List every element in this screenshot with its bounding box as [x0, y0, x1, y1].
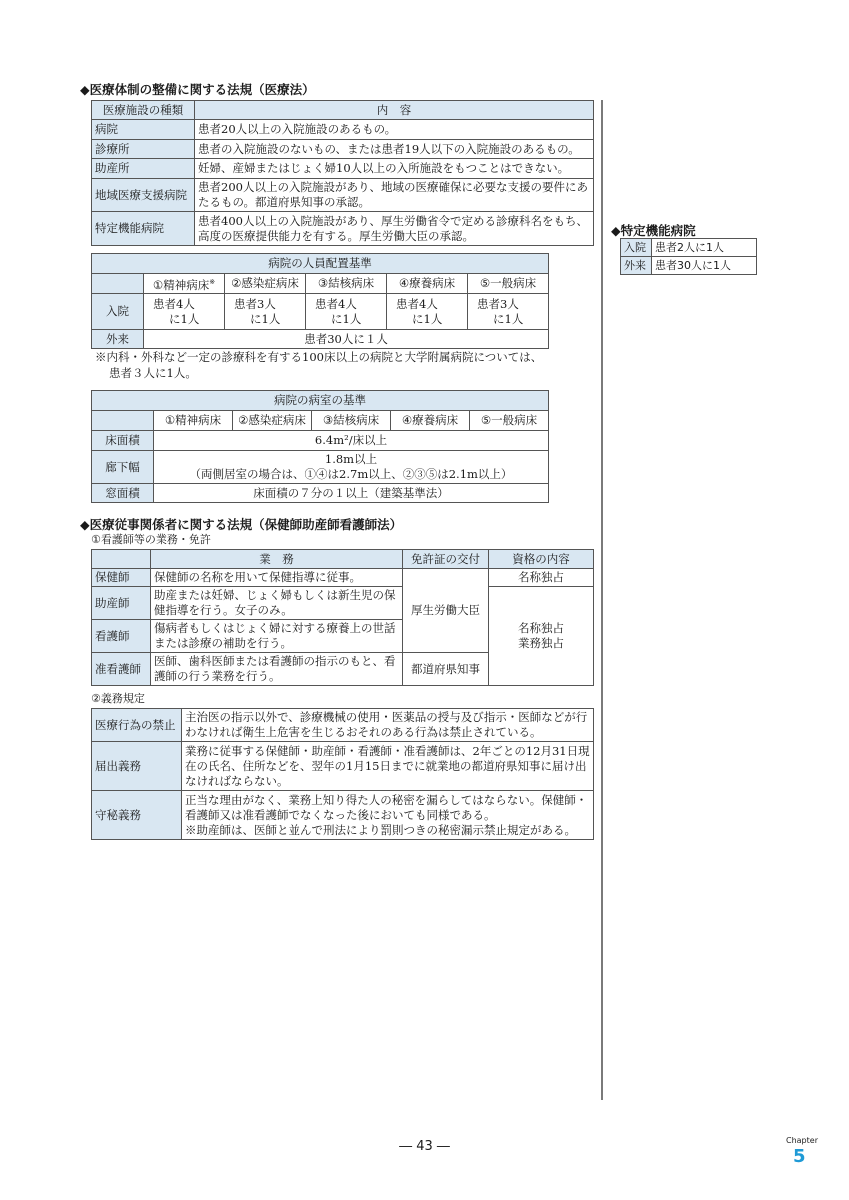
- column-header: ②感染症病床: [233, 411, 312, 431]
- section-heading-medical-law: ◆医療体制の整備に関する法規（医療法）: [80, 82, 315, 97]
- nurse-roles-table: [91, 549, 594, 686]
- obligation-label: 医療行為の禁止: [92, 709, 182, 742]
- staffing-cell: 患者3人 に1人: [468, 294, 549, 330]
- blank-cell: [92, 274, 144, 294]
- row-label: 外来: [92, 330, 144, 349]
- column-header: ⑤一般病床: [468, 274, 549, 294]
- facility-type: 診療所: [92, 140, 195, 159]
- column-label: ①精神病床: [152, 277, 210, 292]
- facility-type: 助産所: [92, 159, 195, 179]
- table-header: 内 容: [195, 101, 594, 120]
- column-header: ④療養病床: [391, 411, 470, 431]
- blank-cell: [92, 550, 151, 569]
- rooms-title: 病院の病室の基準: [92, 391, 549, 411]
- facility-type: 地域医療支援病院: [92, 179, 195, 212]
- role-label: 准看護師: [92, 653, 151, 686]
- facility-type: 特定機能病院: [92, 212, 195, 246]
- role-duty: 保健師の名称を用いて保健指導に従事。: [151, 569, 403, 587]
- chapter-number: 5: [793, 1146, 806, 1167]
- staffing-note: 患者３人に1人。: [109, 366, 197, 380]
- subheading-obligations: ②義務規定: [91, 692, 145, 705]
- row-label: 入院: [92, 294, 144, 330]
- staffing-title: 病院の人員配置基準: [92, 254, 549, 274]
- license-issuer: 厚生労働大臣: [403, 569, 489, 653]
- table-header: 業 務: [151, 550, 403, 569]
- table-header: 資格の内容: [489, 550, 594, 569]
- obligation-text: 業務に従事する保健師・助産師・看護師・准看護師は、2年ごとの12月31日現在の氏名、住所などを、翌年の1月15日までに就業地の都道府県知事に届け出なければならない。: [182, 742, 594, 791]
- page-number: ― 43 ―: [399, 1139, 450, 1154]
- room-value: 床面積の７分の１以上（建築基準法）: [154, 484, 549, 503]
- staffing-cell: 患者4人 に1人: [387, 294, 468, 330]
- role-duty: 助産または妊婦、じょく婦もしくは新生児の保健指導を行う。女子のみ。: [151, 587, 403, 620]
- sidebar-table: [620, 238, 757, 275]
- staffing-table: [91, 253, 549, 349]
- outpatient-value: 患者30人に１人: [144, 330, 549, 349]
- role-duty: 傷病者もしくはじょく婦に対する療養上の世話または診療の補助を行う。: [151, 620, 403, 653]
- column-header: ⑤一般病床: [470, 411, 549, 431]
- column-header: ③結核病床: [306, 274, 387, 294]
- staffing-cell: 患者4人 に1人: [306, 294, 387, 330]
- qualification: 名称独占 業務独占: [489, 587, 594, 686]
- room-value: 1.8m以上 （両側居室の場合は、①④は2.7m以上、②③⑤は2.1m以上）: [154, 451, 549, 484]
- facility-content: 患者400人以上の入院施設があり、厚生労働省令で定める診療科名をもち、高度の医療提供能力を有する。厚生労働大臣の承認。: [195, 212, 594, 246]
- sidebar-row-value: 患者2人に1人: [652, 239, 757, 257]
- column-header: [144, 274, 225, 294]
- row-label: 廊下幅: [92, 451, 154, 484]
- obligation-text: 主治医の指示以外で、診療機械の使用・医薬品の授与及び指示・医師などが行わなければ衛生上危害を生じるおそれのある行為は禁止されている。: [182, 709, 594, 742]
- facility-types-table: [91, 100, 594, 246]
- staffing-cell: 患者3人 に1人: [225, 294, 306, 330]
- role-label: 保健師: [92, 569, 151, 587]
- subheading-duties-license: ①看護師等の業務・免許: [91, 533, 211, 546]
- row-label: 床面積: [92, 431, 154, 451]
- column-header: ②感染症病床: [225, 274, 306, 294]
- license-issuer: 都道府県知事: [403, 653, 489, 686]
- role-label: 助産師: [92, 587, 151, 620]
- staffing-note: ※内科・外科など一定の診療科を有する100床以上の病院と大学附属病院については、: [95, 350, 543, 364]
- facility-content: 患者200人以上の入院施設があり、地域の医療確保に必要な支援の要件にあたるもの。都道府県知事の承認。: [195, 179, 594, 212]
- role-duty: 医師、歯科医師または看護師の指示のもと、看護師の行う業務を行う。: [151, 653, 403, 686]
- qualification: 名称独占: [489, 569, 594, 587]
- role-label: 看護師: [92, 620, 151, 653]
- facility-content: 患者20人以上の入院施設のあるもの。: [195, 120, 594, 140]
- room-value: 6.4m²/床以上: [154, 431, 549, 451]
- obligation-label: 守秘義務: [92, 791, 182, 840]
- room-standards-table: [91, 390, 549, 503]
- obligation-label: 届出義務: [92, 742, 182, 791]
- section-heading-nurses-law: ◆医療従事関係者に関する法規（保健師助産師看護師法）: [80, 517, 403, 532]
- column-header: ④療養病床: [387, 274, 468, 294]
- chapter-label: Chapter: [786, 1136, 818, 1145]
- sidebar-row-label: 外来: [621, 257, 652, 275]
- sidebar-row-label: 入院: [621, 239, 652, 257]
- facility-content: 妊婦、産婦またはじょく婦10人以上の入所施設をもつことはできない。: [195, 159, 594, 179]
- column-divider: [601, 100, 603, 1100]
- facility-content: 患者の入院施設のないもの、または患者19人以下の入院施設のあるもの。: [195, 140, 594, 159]
- row-label: 窓面積: [92, 484, 154, 503]
- staffing-cell: 患者4人 に1人: [144, 294, 225, 330]
- column-header: ①精神病床: [154, 411, 233, 431]
- obligation-text: 正当な理由がなく、業務上知り得た人の秘密を漏らしてはならない。保健師・看護師又は准看護師でなくなった後においても同様である。 ※助産師は、医師と並んで刑法により罰則つきの秘密漏示禁止規定がある。: [182, 791, 594, 840]
- footnote-mark: ※: [209, 277, 216, 286]
- table-header: 医療施設の種類: [92, 101, 195, 120]
- facility-type: 病院: [92, 120, 195, 140]
- sidebar-row-value: 患者30人に1人: [652, 257, 757, 275]
- blank-cell: [92, 411, 154, 431]
- obligations-table: [91, 708, 594, 840]
- table-header: 免許証の交付: [403, 550, 489, 569]
- sidebar-heading: ◆特定機能病院: [611, 223, 696, 238]
- column-header: ③結核病床: [312, 411, 391, 431]
